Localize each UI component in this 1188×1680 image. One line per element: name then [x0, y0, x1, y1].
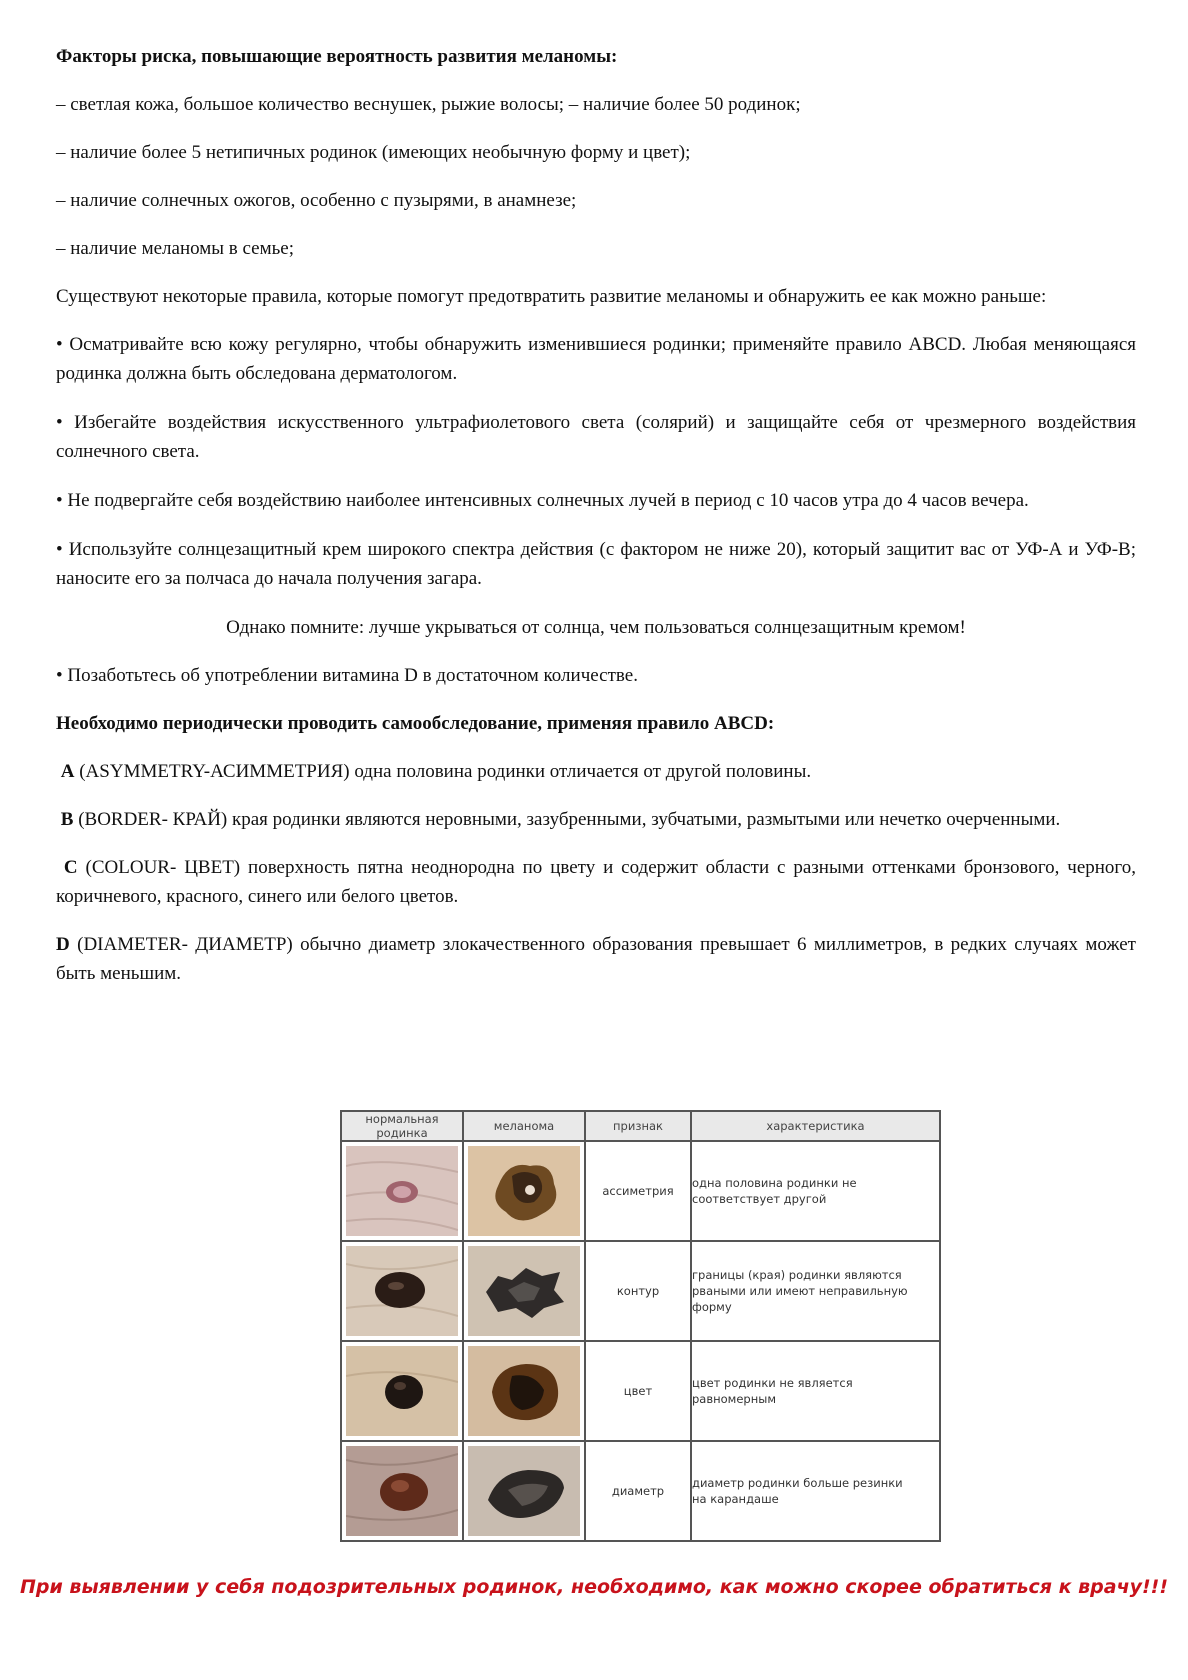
abcd-comparison-table — [340, 1110, 941, 1542]
abcd-text: (DIAMETER- ДИАМЕТР) обычно диаметр злокачественного образования превышает 6 миллиметров, в редких случаях может быть меньшим. — [56, 934, 1136, 984]
melanoma-image — [468, 1446, 580, 1536]
rule-item: • Осматривайте всю кожу регулярно, чтобы обнаружить изменившиеся родинки; применяйте правило ABCD. Любая меняющаяся родинка должна быть обследована дерматологом. — [56, 334, 1136, 384]
normal-mole-photo — [341, 1441, 463, 1541]
rule-item: • Используйте солнцезащитный крем широкого спектра действия (с фактором не ниже 20), который защитит вас от УФ-А и УФ-В; наносите его за полчаса до начала получения загара. — [56, 539, 1136, 589]
table-header-row — [341, 1111, 940, 1141]
rule-item: • Избегайте воздействия искусственного ультрафиолетового света (солярий) и защищайте себя от чрезмерного воздействия солнечного света. — [56, 412, 1136, 462]
abcd-heading: Необходимо периодически проводить самообследование, применяя правило ABCD: — [56, 713, 775, 734]
abcd-letter: C — [63, 857, 78, 878]
characteristic-line: одна половина родинки не — [692, 1176, 857, 1190]
risk-item: – наличие меланомы в семье; — [56, 238, 295, 259]
melanoma-photo — [463, 1241, 585, 1341]
sign-label: цвет — [585, 1341, 691, 1441]
characteristic-line: равномерным — [692, 1392, 777, 1406]
characteristic-line: границы (края) родинки являются — [692, 1268, 902, 1282]
table-row — [341, 1441, 940, 1541]
characteristic-line: цвет родинки не является — [692, 1376, 853, 1390]
characteristic-line: соответствует другой — [692, 1192, 827, 1206]
abcd-item-d — [56, 930, 1136, 988]
characteristic-line: на карандаше — [692, 1492, 779, 1506]
melanoma-photo — [463, 1441, 585, 1541]
vitamin-rule: • Позаботьтесь об употреблении витамина D в достаточном количестве. — [56, 665, 638, 686]
characteristic-text — [691, 1141, 940, 1241]
abcd-text: (BORDER- КРАЙ) края родинки являются неровными, зазубренными, зубчатыми, размытыми или нечетко очерченными. — [73, 809, 1061, 830]
melanoma-image — [468, 1246, 580, 1336]
melanoma-image — [468, 1346, 580, 1436]
reminder: Однако помните: лучше укрываться от солнца, чем пользоваться солнцезащитным кремом! — [226, 617, 966, 638]
table-row — [341, 1341, 940, 1441]
abcd-item-a — [56, 757, 1136, 786]
table-row — [341, 1241, 940, 1341]
abcd-letter: А — [60, 761, 75, 782]
header-melanoma: меланома — [463, 1111, 585, 1141]
sign-label: контур — [585, 1241, 691, 1341]
risk-item: – наличие более 5 нетипичных родинок (имеющих необычную форму и цвет); — [56, 142, 691, 163]
sign-label: диаметр — [585, 1441, 691, 1541]
rules-intro: Существуют некоторые правила, которые помогут предотвратить развитие меланомы и обнаружить ее как можно раньше: — [56, 286, 1047, 307]
abcd-letter: D — [56, 934, 70, 955]
characteristic-line: форму — [692, 1300, 732, 1314]
risk-item: – светлая кожа, большое количество веснушек, рыжие волосы; – наличие более 50 родинок; — [56, 94, 801, 115]
normal-mole-image — [346, 1346, 458, 1436]
header-characteristic: характеристика — [691, 1111, 940, 1141]
characteristic-text — [691, 1441, 940, 1541]
melanoma-photo — [463, 1141, 585, 1241]
normal-mole-image — [346, 1246, 458, 1336]
abcd-letter: B — [60, 809, 74, 830]
risk-item: – наличие солнечных ожогов, особенно с пузырями, в анамнезе; — [56, 190, 577, 211]
document-body — [56, 42, 1136, 1007]
rule-item: • Не подвергайте себя воздействию наиболее интенсивных солнечных лучей в период с 10 часов утра до 4 часов вечера. — [56, 490, 1029, 511]
risk-factors-heading: Факторы риска, повышающие вероятность развития меланомы: — [56, 46, 618, 67]
abcd-item-c — [56, 853, 1136, 911]
abcd-text: (ASYMMETRY-АСИММЕТРИЯ) одна половина родинки отличается от другой половины. — [74, 761, 812, 782]
normal-mole-photo — [341, 1141, 463, 1241]
abcd-item-b — [56, 805, 1136, 834]
characteristic-line: рваными или имеют неправильную — [692, 1284, 908, 1298]
characteristic-text — [691, 1341, 940, 1441]
normal-mole-image — [346, 1446, 458, 1536]
abcd-text: (COLOUR- ЦВЕТ) поверхность пятна неоднородна по цвету и содержит области с разными оттенками бронзового, черного, коричневого, красного, синего или белого цветов. — [56, 857, 1137, 907]
header-sign: признак — [585, 1111, 691, 1141]
characteristic-text — [691, 1241, 940, 1341]
normal-mole-image — [346, 1146, 458, 1236]
normal-mole-photo — [341, 1341, 463, 1441]
melanoma-photo — [463, 1341, 585, 1441]
comparison-table — [340, 1110, 941, 1542]
melanoma-image — [468, 1146, 580, 1236]
sign-label: ассиметрия — [585, 1141, 691, 1241]
header-normal-mole: нормальная родинка — [341, 1111, 463, 1141]
table-row — [341, 1141, 940, 1241]
characteristic-line: диаметр родинки больше резинки — [692, 1476, 903, 1490]
normal-mole-photo — [341, 1241, 463, 1341]
doctor-warning: При выявлении у себя подозрительных родинок, необходимо, как можно скорее обратиться к врачу!!! — [20, 1576, 1168, 1598]
